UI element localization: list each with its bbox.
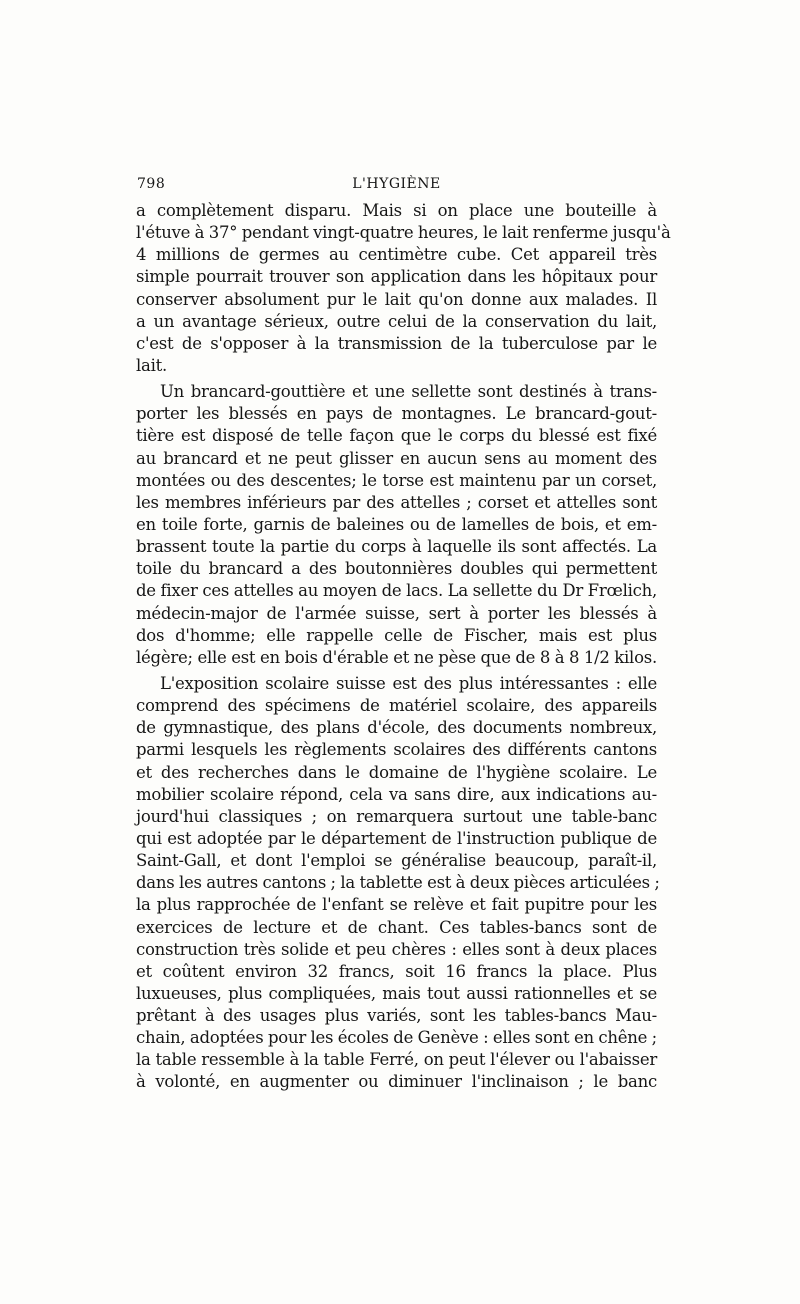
running-title: L'HYGIÈNE (352, 176, 441, 192)
text-line: médecin-major de l'armée suisse, sert à porter les blessés à (136, 603, 657, 623)
text-line: tière est disposé de telle façon que le corps du blessé est fixé (136, 426, 657, 446)
text-line: la plus rapprochée de l'enfant se relève et fait pupitre pour les (136, 895, 657, 915)
paragraph-3 (136, 673, 660, 1094)
text-line: a un avantage sérieux, outre celui de la conservation du lait, (136, 311, 657, 331)
text-line: prêtant à des usages plus variés, sont les tables-bancs Mau- (136, 1006, 657, 1026)
text-line: au brancard et ne peut glisser en aucun sens au moment des (136, 448, 657, 468)
body-text (136, 200, 671, 1094)
text-line: à volonté, en augmenter ou diminuer l'inclinaison ; le banc (136, 1072, 657, 1092)
text-line: mobilier scolaire répond, cela va sans dire, aux indications au- (136, 784, 657, 804)
text-line: Saint-Gall, et dont l'emploi se généralise beaucoup, paraît-il, (136, 851, 657, 871)
running-head (136, 176, 657, 200)
text-line: exercices de lecture et de chant. Ces tables-bancs sont de (136, 917, 657, 937)
text-line: dos d'homme; elle rappelle celle de Fischer, mais est plus (136, 625, 657, 645)
text-line: et coûtent environ 32 francs, soit 16 francs la place. Plus (136, 961, 657, 981)
text-line: 4 millions de germes au centimètre cube. Cet appareil très (136, 245, 657, 265)
text-line: dans les autres cantons ; la tablette est à deux pièces articulées ; (136, 873, 660, 893)
text-line: chain, adoptées pour les écoles de Genève : elles sont en chêne ; (136, 1028, 657, 1048)
text-line: lait. (136, 355, 168, 375)
text-line: de fixer ces attelles au moyen de lacs. La sellette du Dr Frœlich, (136, 581, 657, 601)
text-line: jourd'hui classiques ; on remarquera surtout une table-banc (136, 806, 657, 826)
text-line: luxueuses, plus compliquées, mais tout aussi rationnelles et se (136, 983, 657, 1003)
text-line: qui est adoptée par le département de l'instruction publique de (136, 828, 657, 848)
text-line: toile du brancard a des boutonnières doubles qui permettent (136, 559, 657, 579)
paragraph-2 (136, 381, 657, 669)
page-number: 798 (137, 176, 166, 192)
text-line: parmi lesquels les règlements scolaires des différents cantons (136, 740, 657, 760)
text-line: de gymnastique, des plans d'école, des documents nombreux, (136, 718, 657, 738)
text-line: la table ressemble à la table Ferré, on peut l'élever ou l'abaisser (136, 1050, 657, 1070)
text-line: brassent toute la partie du corps à laquelle ils sont affectés. La (136, 537, 657, 557)
text-line: c'est de s'opposer à la transmission de la tuberculose par le (136, 333, 657, 353)
text-line: montées ou des descentes; le torse est maintenu par un corset, (136, 470, 657, 490)
text-line: légère; elle est en bois d'érable et ne pèse que de 8 à 8 1/2 kilos. (136, 647, 657, 667)
text-line: simple pourrait trouver son application dans les hôpitaux pour (136, 267, 657, 287)
text-line: conserver absolument pur le lait qu'on donne aux malades. Il (136, 289, 657, 309)
text-line: porter les blessés en pays de montagnes. Le brancard-gout- (136, 404, 657, 424)
text-line: les membres inférieurs par des attelles ; corset et attelles sont (136, 492, 657, 512)
book-page (136, 176, 671, 1094)
text-line: a complètement disparu. Mais si on place une bouteille à (136, 201, 657, 220)
text-line: comprend des spécimens de matériel scolaire, des appareils (136, 696, 657, 716)
text-line: l'étuve à 37° pendant vingt-quatre heures, le lait renferme jusqu'à (136, 223, 671, 243)
text-line: en toile forte, garnis de baleines ou de lamelles de bois, et em- (136, 514, 657, 534)
text-line: Un brancard-gouttière et une sellette sont destinés à trans- (160, 382, 657, 402)
text-line: construction très solide et peu chères : elles sont à deux places (136, 939, 657, 959)
text-line: L'exposition scolaire suisse est des plus intéressantes : elle (160, 673, 657, 693)
text-line: et des recherches dans le domaine de l'hygiène scolaire. Le (136, 762, 657, 782)
paragraph-1 (136, 200, 671, 377)
